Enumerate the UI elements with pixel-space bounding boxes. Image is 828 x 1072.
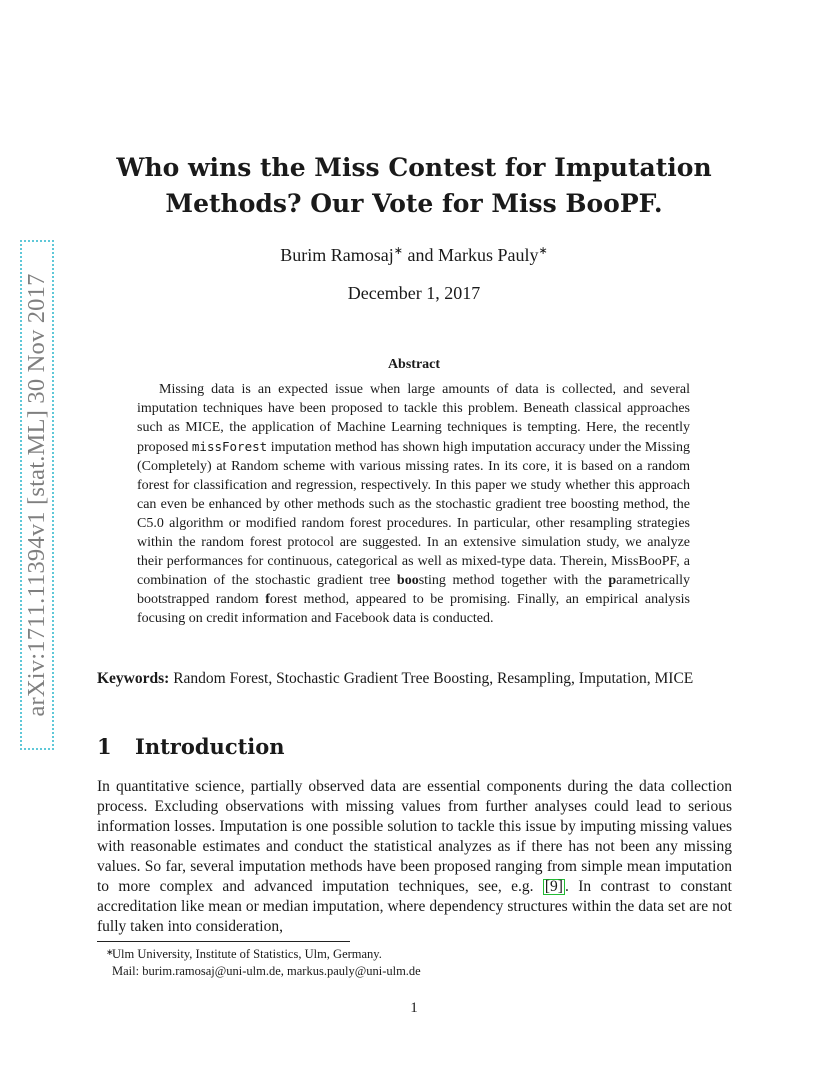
author-2-footnote-mark: ∗ [538, 245, 548, 257]
intro-text-1: In quantitative science, partially observed data are essential components during the data collection process. Excluding observations with missing values from further analyses could lead to serious information losses. Imputation is one possible solution to tackle this issue by imputing missing values with reasonable estimates and conduct the statistical analyzes as if there has not been any missing values. So far, several imputation methods have been proposed ranging from simple mean imputation to more complex and advanced imputation techniques, see, e.g. [97, 778, 732, 895]
abstract-text-4: arametrically bootstrapped random [137, 573, 690, 607]
author-2-name: Markus Pauly [438, 245, 539, 265]
abstract-text-2: imputation method has shown high imputation accuracy under the Missing (Completely) at Random scheme with various missing rates. In its core, it is based on a random forest for classification and regression, respectively. In this paper we study whether this approach can even be enhanced by other methods such as the stochastic gradient tree boosting method, the C5.0 algorithm or modified random forest procedures. In particular, other resampling strategies within the random forest protocol are suggested. In an extensive simulation study, we analyze their performances for continuous, categorical as well as mixed-type data. Therein, MissBooPF, a combination of the stochastic gradient tree [137, 440, 691, 588]
abstract-text-5: orest method, appeared to be promising. Finally, an empirical analysis focusing on credit information and Facebook data is conducted. [137, 592, 690, 626]
footnote-affiliation: Ulm University, Institute of Statistics, Ulm, Germany. [112, 947, 382, 961]
footnote [106, 946, 421, 980]
introduction-paragraph [97, 777, 732, 937]
abstract-body [137, 380, 690, 628]
arxiv-identifier-stamp[interactable] [20, 240, 54, 750]
page-number: 1 [410, 1000, 418, 1016]
abstract-bold-boo: boo [396, 573, 419, 588]
author-list [90, 244, 738, 266]
footnote-mark: ∗ [106, 947, 114, 957]
abstract-bold-f: f [265, 592, 270, 607]
intro-text-2: . In contrast to constant accreditation like mean or median imputation, where dependency structures within the data set are not fully taken into consideration, [97, 878, 732, 935]
section-number: 1 [97, 734, 112, 759]
publication-date: December 1, 2017 [347, 283, 481, 303]
paper-title-line-2: Methods? Our Vote for Miss BooPF. [165, 189, 663, 218]
citation-link[interactable]: [9] [544, 878, 563, 895]
arxiv-identifier-text: arXiv:1711.11394v1 [stat.ML] 30 Nov 2017 [23, 273, 50, 717]
abstract-bold-p: p [608, 573, 617, 588]
footnote-divider [97, 941, 350, 942]
author-1-footnote-mark: ∗ [393, 245, 403, 257]
author-connector: and [403, 245, 438, 265]
paper-title [90, 150, 738, 222]
abstract-code-missforest: missForest [191, 439, 268, 454]
keywords-text: Random Forest, Stochastic Gradient Tree Boosting, Resampling, Imputation, MICE [169, 670, 694, 687]
author-1-name: Burim Ramosaj [280, 245, 394, 265]
abstract-text-3: sting method together with the [418, 573, 609, 588]
paper-title-line-1: Who wins the Miss Contest for Imputation [116, 153, 712, 182]
keywords [97, 669, 732, 689]
keywords-label: Keywords: [97, 670, 170, 687]
abstract-heading: Abstract [387, 357, 441, 372]
footnote-email: Mail: burim.ramosaj@uni-ulm.de, markus.pauly@uni-ulm.de [112, 964, 421, 978]
section-heading-introduction [97, 734, 285, 759]
abstract-text-1: Missing data is an expected issue when large amounts of data is collected, and several imputation techniques have been proposed to tackle this problem. Beneath classical approaches such as MICE, the application of Machine Learning techniques is tempting. Here, the recently proposed [137, 382, 690, 455]
section-title: Introduction [135, 734, 285, 759]
